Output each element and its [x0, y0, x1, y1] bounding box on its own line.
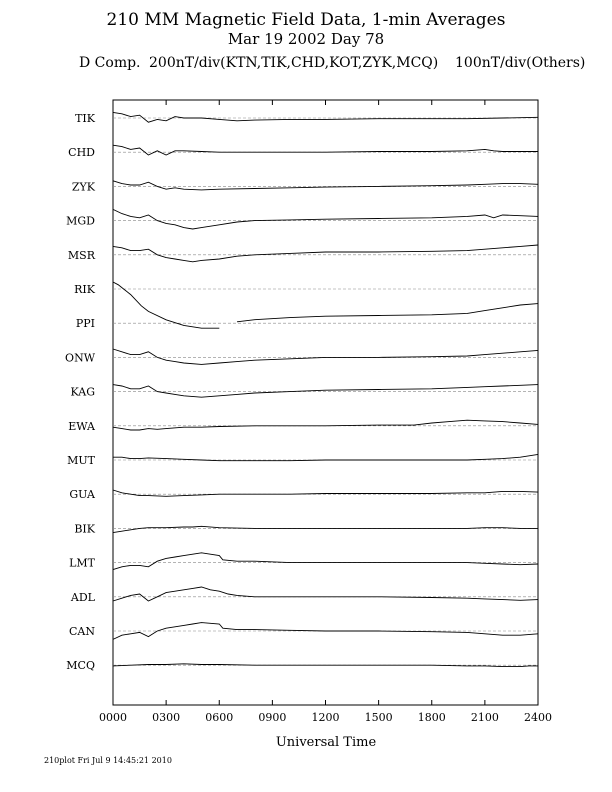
- x-tick-label: 0600: [205, 711, 234, 724]
- station-label-kag: KAG: [70, 385, 95, 399]
- trace-zyk: [113, 181, 538, 190]
- trace-ewa: [113, 420, 538, 430]
- station-label-zyk: ZYK: [71, 180, 95, 194]
- trace-mgd: [113, 209, 538, 229]
- x-tick-label: 0900: [258, 711, 287, 724]
- station-label-lmt: LMT: [69, 556, 95, 570]
- station-label-ewa: EWA: [68, 419, 95, 433]
- trace-adl: [113, 587, 538, 601]
- station-label-tik: TIK: [75, 112, 95, 125]
- x-tick-label: 1200: [311, 711, 340, 724]
- chart-subtitle: Mar 19 2002 Day 78: [227, 30, 385, 48]
- plot-frame: [113, 100, 538, 705]
- trace-gua: [113, 490, 538, 496]
- station-label-gua: GUA: [69, 488, 95, 502]
- trace-mut: [113, 454, 538, 460]
- baseline-grid: [113, 118, 538, 665]
- station-label-mcq: MCQ: [66, 659, 95, 673]
- station-label-mgd: MGD: [66, 214, 95, 228]
- station-label-bik: BIK: [74, 522, 95, 536]
- x-tick-label: 2100: [470, 711, 499, 724]
- x-tick-label: 1800: [417, 711, 446, 724]
- trace-onw: [113, 349, 538, 364]
- x-axis-ticks: [99, 100, 552, 724]
- station-label-rik: RIK: [74, 283, 95, 296]
- component-label: D Comp.: [79, 55, 141, 71]
- trace-lmt: [113, 553, 538, 570]
- trace-group: [113, 112, 538, 666]
- station-label-ppi: PPI: [75, 317, 95, 331]
- x-tick-label: 0300: [152, 711, 181, 724]
- scale-large-label: 200nT/div(KTN,TIK,CHD,KOT,ZYK,MCQ): [149, 55, 439, 71]
- trace-kag: [113, 385, 538, 398]
- station-label-onw: ONW: [65, 351, 95, 365]
- station-label-chd: CHD: [68, 146, 95, 160]
- trace-chd: [113, 145, 538, 155]
- scale-small-label: 100nT/div(Others): [455, 55, 586, 71]
- x-tick-label: 0000: [99, 711, 127, 724]
- x-tick-label: 2400: [524, 711, 552, 724]
- trace-tik: [113, 112, 538, 122]
- station-label-adl: ADL: [70, 590, 95, 604]
- station-labels: [65, 112, 96, 672]
- trace-ppi: [237, 304, 538, 322]
- trace-bik: [113, 526, 538, 532]
- trace-msr: [113, 245, 538, 262]
- footer-text: 210plot Fri Jul 9 14:45:21 2010: [44, 756, 172, 765]
- station-label-mut: MUT: [67, 454, 95, 467]
- chart-title: 210 MM Magnetic Field Data, 1-min Averages: [106, 10, 506, 30]
- station-label-can: CAN: [69, 625, 95, 638]
- station-label-msr: MSR: [67, 248, 95, 262]
- x-axis-label: Universal Time: [275, 735, 377, 750]
- x-tick-label: 1500: [364, 711, 393, 724]
